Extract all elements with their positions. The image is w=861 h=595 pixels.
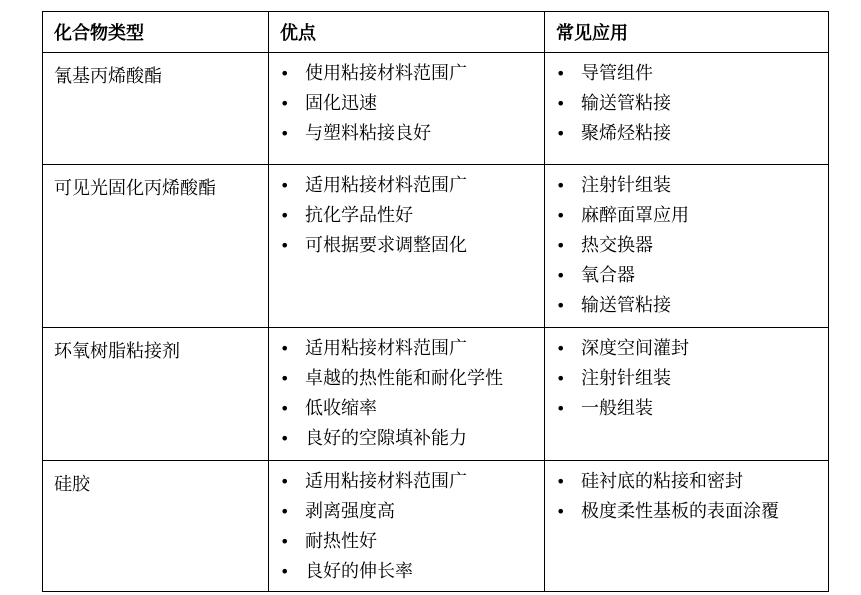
table-row [43, 165, 829, 328]
list-item: • 抗化学品性好 [269, 204, 544, 234]
table-row [43, 461, 829, 592]
applications-list [545, 62, 828, 152]
header-applications: 常见应用 [545, 12, 829, 53]
compound-type-cell: 环氧树脂粘接剂 [43, 328, 269, 461]
table-row [43, 53, 829, 165]
list-item: • 硅衬底的粘接和密封 [545, 470, 828, 500]
list-item: • 输送管粘接 [545, 294, 828, 324]
list-item: • 适用粘接材料范围广 [269, 174, 544, 204]
list-item: • 氧合器 [545, 264, 828, 294]
advantages-list [269, 337, 544, 457]
applications-cell [545, 165, 829, 328]
list-item: • 注射针组装 [545, 367, 828, 397]
compound-type-cell: 硅胶 [43, 461, 269, 592]
list-item: • 良好的空隙填补能力 [269, 427, 544, 457]
compound-type-cell: 可见光固化丙烯酸酯 [43, 165, 269, 328]
compound-table [42, 11, 829, 592]
list-item: • 导管组件 [545, 62, 828, 92]
advantages-list [269, 62, 544, 152]
list-item: • 适用粘接材料范围广 [269, 470, 544, 500]
compound-type-cell: 氰基丙烯酸酯 [43, 53, 269, 165]
list-item: • 极度柔性基板的表面涂覆 [545, 500, 828, 530]
header-advantages: 优点 [269, 12, 545, 53]
applications-list [545, 174, 828, 324]
advantages-list [269, 174, 544, 264]
advantages-cell [269, 328, 545, 461]
list-item: • 可根据要求调整固化 [269, 234, 544, 264]
list-item: • 麻醉面罩应用 [545, 204, 828, 234]
list-item: • 与塑料粘接良好 [269, 122, 544, 152]
list-item: • 热交换器 [545, 234, 828, 264]
advantages-cell [269, 165, 545, 328]
list-item: • 低收缩率 [269, 397, 544, 427]
applications-list [545, 337, 828, 427]
list-item: • 深度空间灌封 [545, 337, 828, 367]
advantages-cell [269, 53, 545, 165]
list-item: • 耐热性好 [269, 530, 544, 560]
list-item: • 一般组装 [545, 397, 828, 427]
list-item: • 良好的伸长率 [269, 560, 544, 590]
table-row [43, 328, 829, 461]
list-item: • 注射针组装 [545, 174, 828, 204]
list-item: • 固化迅速 [269, 92, 544, 122]
list-item: • 聚烯烃粘接 [545, 122, 828, 152]
applications-cell [545, 461, 829, 592]
applications-cell [545, 328, 829, 461]
list-item: • 输送管粘接 [545, 92, 828, 122]
list-item: • 适用粘接材料范围广 [269, 337, 544, 367]
list-item: • 卓越的热性能和耐化学性 [269, 367, 544, 397]
list-item: • 剥离强度高 [269, 500, 544, 530]
applications-list [545, 470, 828, 530]
applications-cell [545, 53, 829, 165]
header-compound-type: 化合物类型 [43, 12, 269, 53]
list-item: • 使用粘接材料范围广 [269, 62, 544, 92]
header-row [43, 12, 829, 53]
advantages-cell [269, 461, 545, 592]
advantages-list [269, 470, 544, 590]
